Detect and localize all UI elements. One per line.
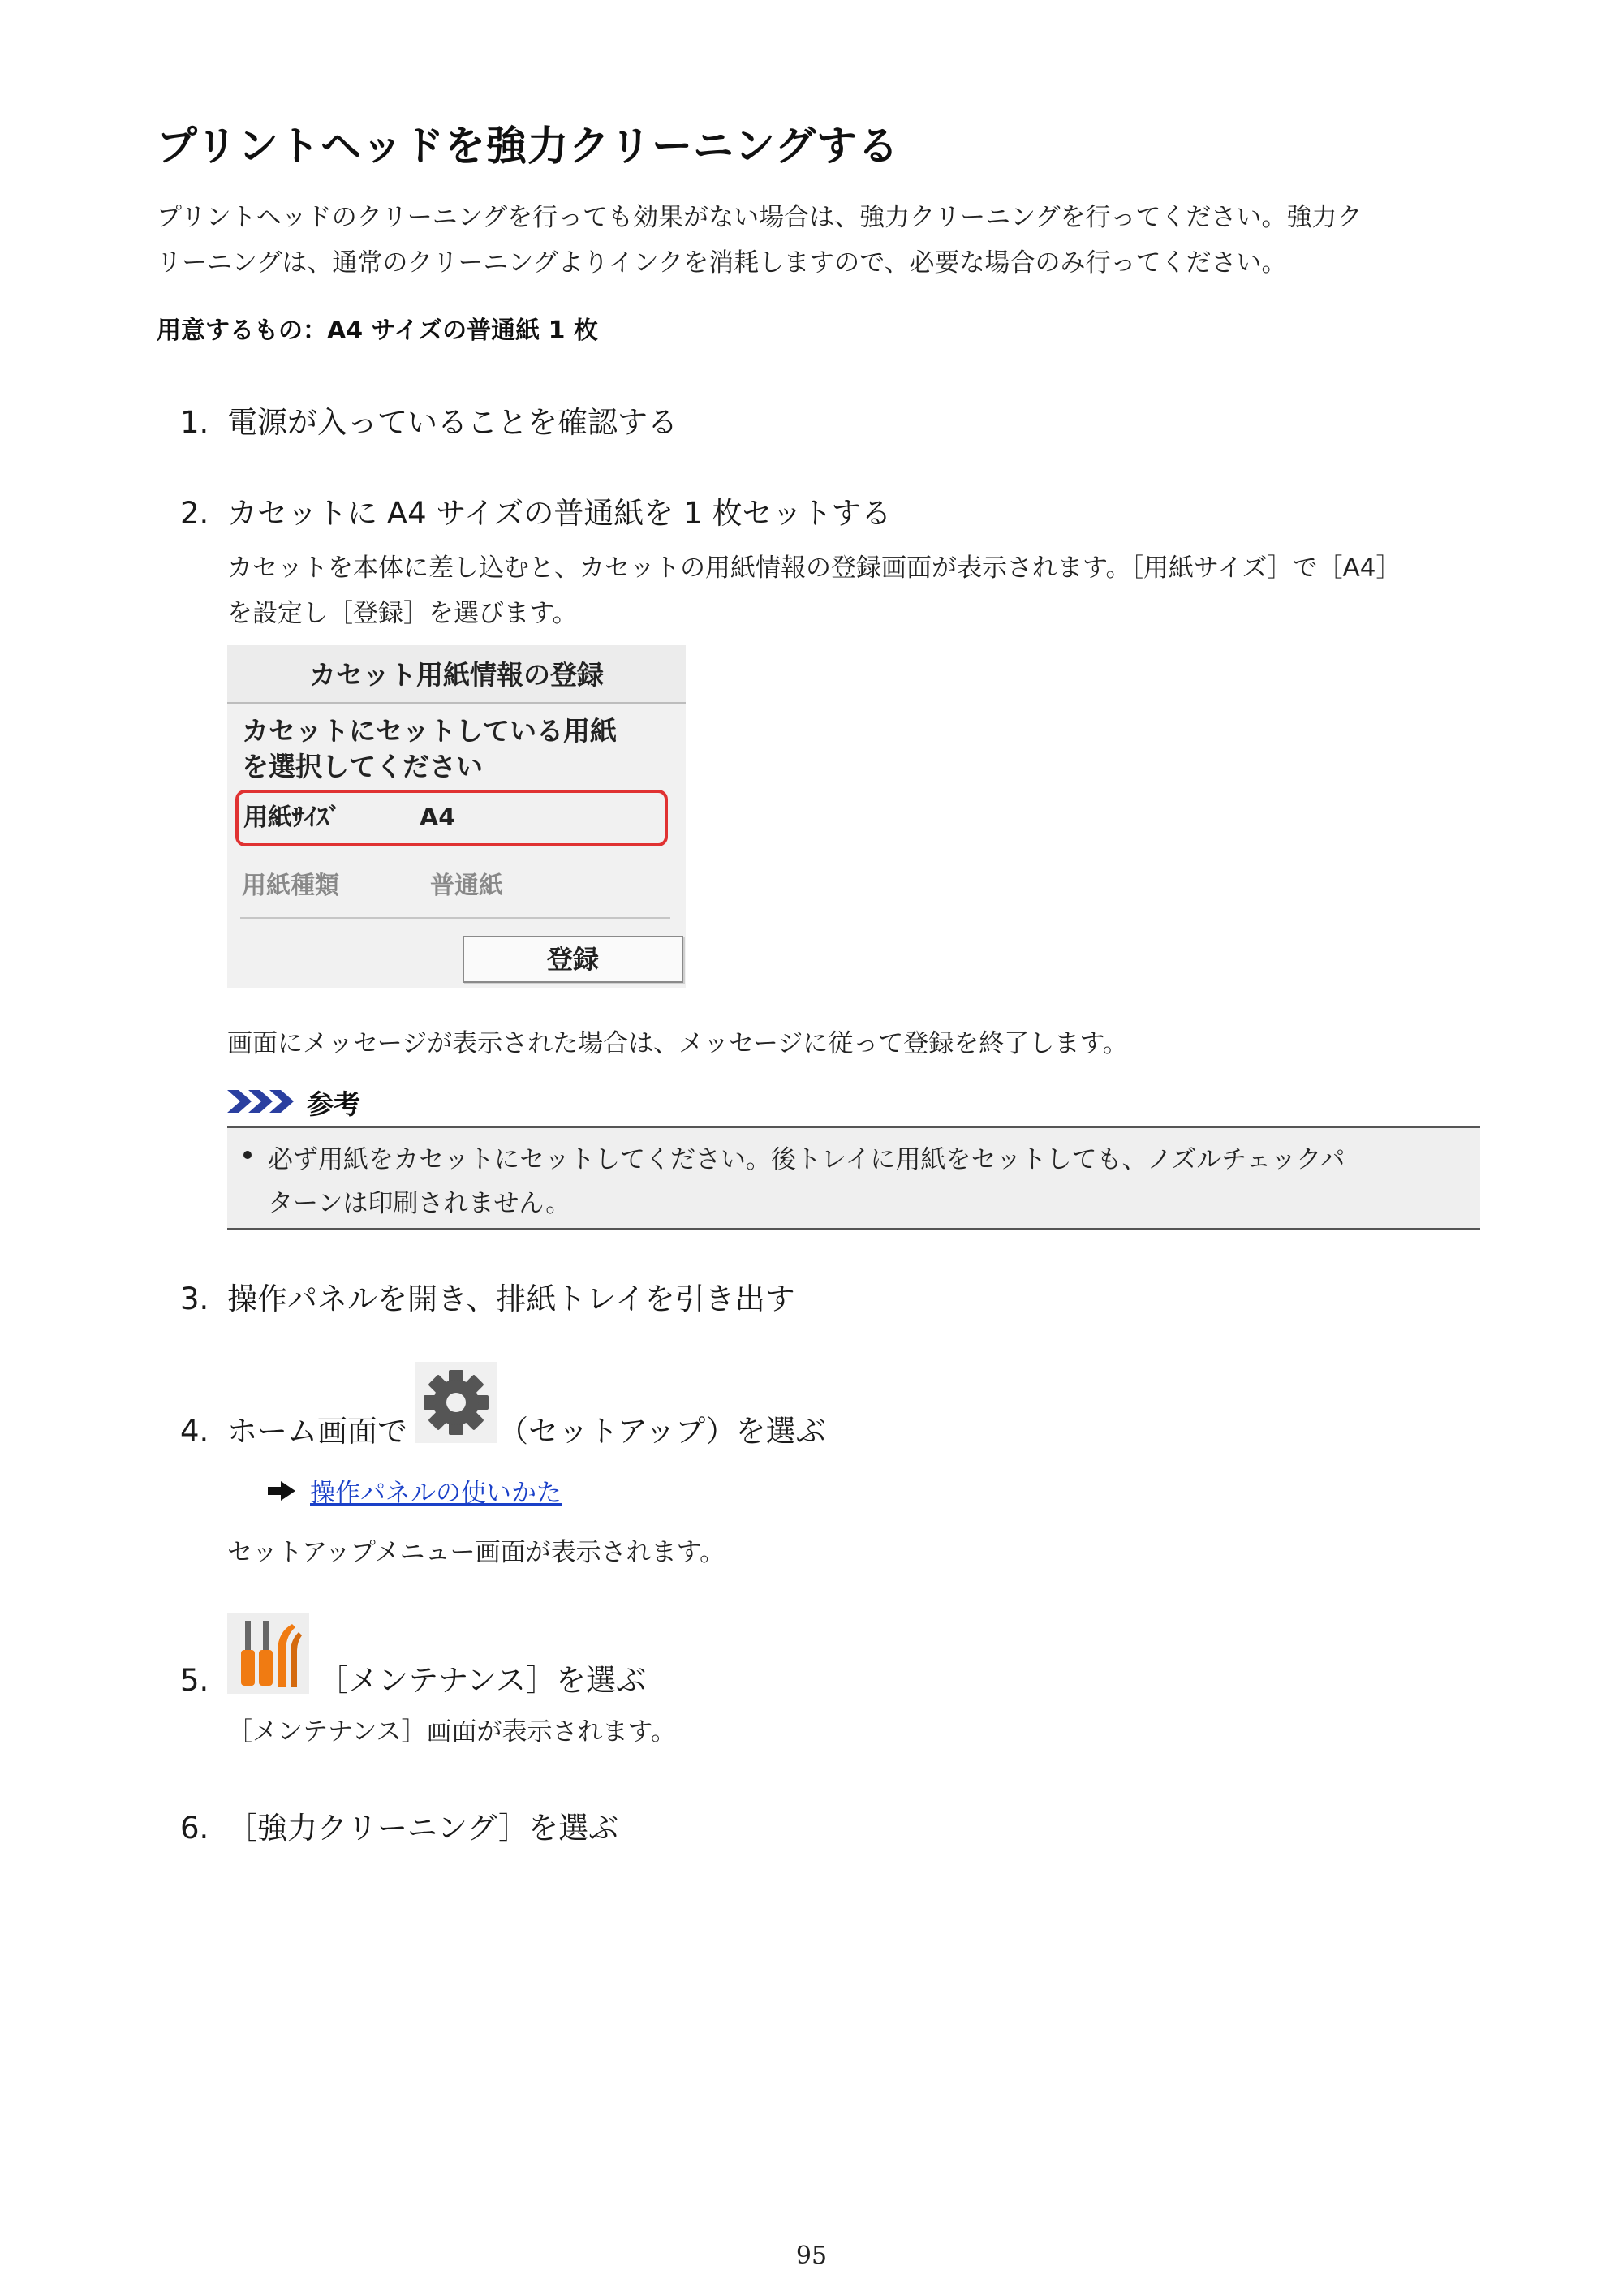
step-2-detail-line-2: を設定し［登録］を選びます。 (227, 599, 578, 628)
step-3 (180, 1274, 795, 1318)
register-button[interactable]: 登録 (463, 936, 683, 983)
step-2-detail-line-1: カセットを本体に差し込むと、カセットの用紙情報の登録画面が表示されます。［用紙サイズ］で［A4］ (227, 554, 1401, 583)
paper-type-label: 用紙種類 (242, 872, 339, 900)
control-panel-usage-link[interactable]: 操作パネルの使いかた (310, 1479, 562, 1508)
intro-paragraph (157, 195, 1487, 286)
step-text: 電源が入っていることを確認する (227, 405, 678, 440)
page-number: 95 (795, 2242, 828, 2270)
panel-prompt-line-1: カセットにセットしている用紙 (242, 715, 617, 747)
step-number: 6. (180, 1811, 209, 1846)
step-number: 5. (180, 1663, 209, 1698)
bullet-icon (243, 1151, 252, 1159)
preparation-note: 用意するもの：A4 サイズの普通紙 1 枚 (157, 317, 598, 345)
step-text-before: ホーム画面で (227, 1414, 407, 1449)
panel-prompt-line-2: を選択してください (242, 751, 483, 782)
panel-prompt (242, 713, 680, 785)
step-number: 2. (180, 496, 209, 531)
gear-icon (415, 1362, 497, 1443)
panel-paper-size-row[interactable] (235, 790, 668, 846)
note-item-line-1: 必ず用紙をカセットにセットしてください。後トレイに用紙をセットしても、ノズルチェックパ (268, 1145, 1345, 1174)
note-label: 参考 (307, 1088, 360, 1120)
panel-divider (240, 917, 670, 919)
note-item (268, 1138, 1453, 1226)
step-2-after-panel: 画面にメッセージが表示された場合は、メッセージに従って登録を終了します。 (227, 1029, 1128, 1058)
intro-line-2: リーニングは、通常のクリーニングよりインクを消耗しますので、必要な場合のみ行ってください。 (157, 248, 1287, 278)
step-text-after: （セットアップ）を選ぶ (498, 1414, 826, 1449)
intro-line-1: プリントヘッドのクリーニングを行っても効果がない場合は、強力クリーニングを行ってください。強力ク (157, 203, 1363, 232)
step-text: カセットに A4 サイズの普通紙を 1 枚セットする (227, 496, 892, 531)
paper-size-value: A4 (420, 803, 456, 832)
step-2 (180, 489, 891, 532)
step-text: ［強力クリーニング］を選ぶ (227, 1811, 619, 1846)
note-item-line-2: ターンは印刷されません。 (268, 1189, 571, 1218)
step-text: ［メンテナンス］を選ぶ (318, 1663, 647, 1698)
arrow-right-icon (268, 1479, 297, 1508)
step-number: 1. (180, 405, 209, 440)
panel-paper-type-row (239, 858, 677, 915)
note-header (227, 1083, 360, 1119)
step-4 (180, 1406, 826, 1450)
step-6 (180, 1803, 618, 1847)
paper-type-value: 普通紙 (430, 872, 503, 900)
step-2-detail (227, 545, 1493, 636)
step-number: 4. (180, 1414, 209, 1449)
printer-panel-screenshot (227, 645, 686, 988)
step-number: 3. (180, 1282, 209, 1316)
paper-size-label: 用紙ｻｲｽﾞ (243, 803, 341, 832)
triple-chevron-icon (227, 1088, 300, 1118)
note-box (227, 1126, 1480, 1230)
panel-title: カセット用紙情報の登録 (227, 645, 686, 704)
step-text: 操作パネルを開き、排紙トレイを引き出す (227, 1282, 795, 1316)
maintenance-tools-icon (227, 1613, 309, 1694)
step-1 (180, 398, 678, 442)
step-4-result: セットアップメニュー画面が表示されます。 (227, 1538, 725, 1567)
page-title: プリントヘッドを強力クリーニングする (157, 123, 899, 170)
step-5-result: ［メンテナンス］画面が表示されます。 (227, 1717, 677, 1747)
